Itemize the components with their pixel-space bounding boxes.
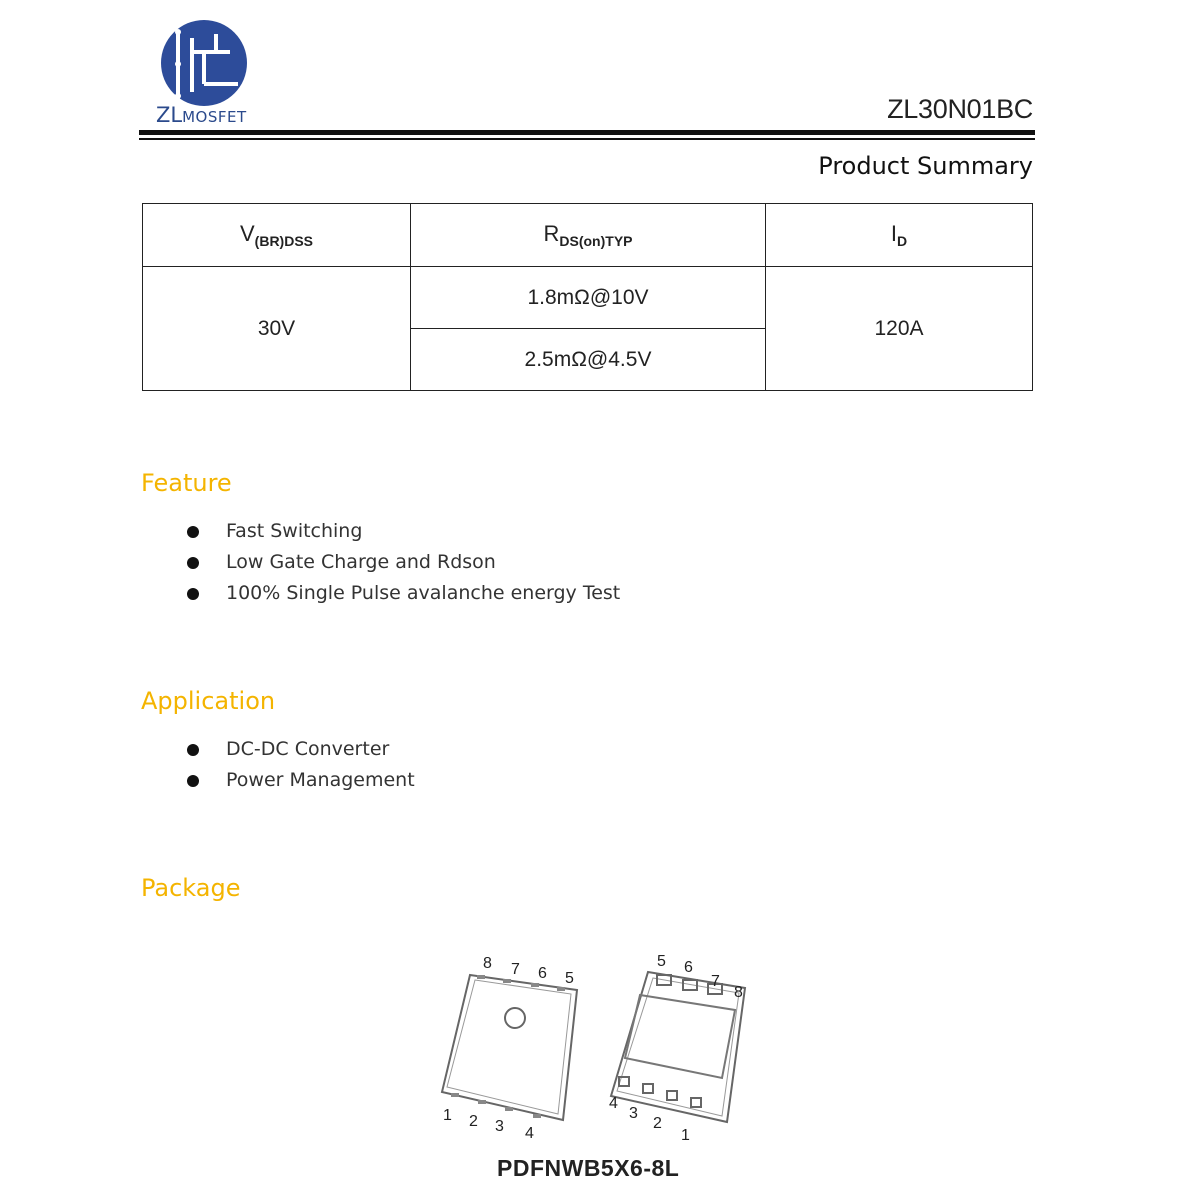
pin-label: 3 [629,1105,638,1122]
list-item: DC-DC Converter [185,734,415,765]
package-heading: Package [141,874,241,902]
feature-heading: Feature [141,469,232,497]
logo-wordmark: ZLMOSFET [156,103,247,127]
pin-label: 8 [734,984,743,1001]
pin-label: 7 [711,973,720,990]
pin-label: 2 [469,1113,478,1130]
header-rule-thick [139,130,1035,135]
product-summary-table [142,203,1033,391]
package-top-view [442,955,577,1142]
product-summary-title: Product Summary [818,152,1033,180]
feature-list [185,516,620,609]
list-item: Fast Switching [185,516,620,547]
package-name: PDFNWB5X6-8L [497,1155,680,1181]
part-number: ZL30N01BC [887,94,1033,124]
pin-label: 4 [609,1095,618,1112]
list-item: Power Management [185,765,415,796]
header-rdson: $R_{DS(on)TYP}$ [411,204,766,267]
pin-label: 7 [511,961,520,978]
pin-label: 8 [483,955,492,972]
list-item: 100% Single Pulse avalanche energy Test [185,578,620,609]
list-item: Low Gate Charge and Rdson [185,547,620,578]
pin-label: 6 [684,959,693,976]
bullet-icon [187,557,199,569]
header-vbrdss: $V_{(BR)DSS}$ [143,204,411,267]
value-rdson-4v5: 2.5mΩ@4.5V [411,329,766,391]
pin-label: 4 [525,1125,534,1142]
pin-label: 1 [681,1127,690,1144]
bullet-icon [187,588,199,600]
value-id: 120A [766,267,1033,391]
pin-label: 5 [657,953,666,970]
pin-label: 5 [565,970,574,987]
package-bottom-view [609,953,745,1144]
pin-label: 3 [495,1118,504,1135]
package-drawing [435,950,755,1150]
application-list [185,734,415,796]
value-rdson-10v: 1.8mΩ@10V [411,267,766,329]
value-vbrdss: 30V [143,267,411,391]
application-heading: Application [141,687,276,715]
bullet-icon [187,744,199,756]
pin-label: 6 [538,965,547,982]
header-rule-thin [139,138,1035,140]
pin-label: 1 [443,1107,452,1124]
header-id: $I_D$ [766,204,1033,267]
pin-label: 2 [653,1115,662,1132]
bullet-icon [187,526,199,538]
bullet-icon [187,775,199,787]
